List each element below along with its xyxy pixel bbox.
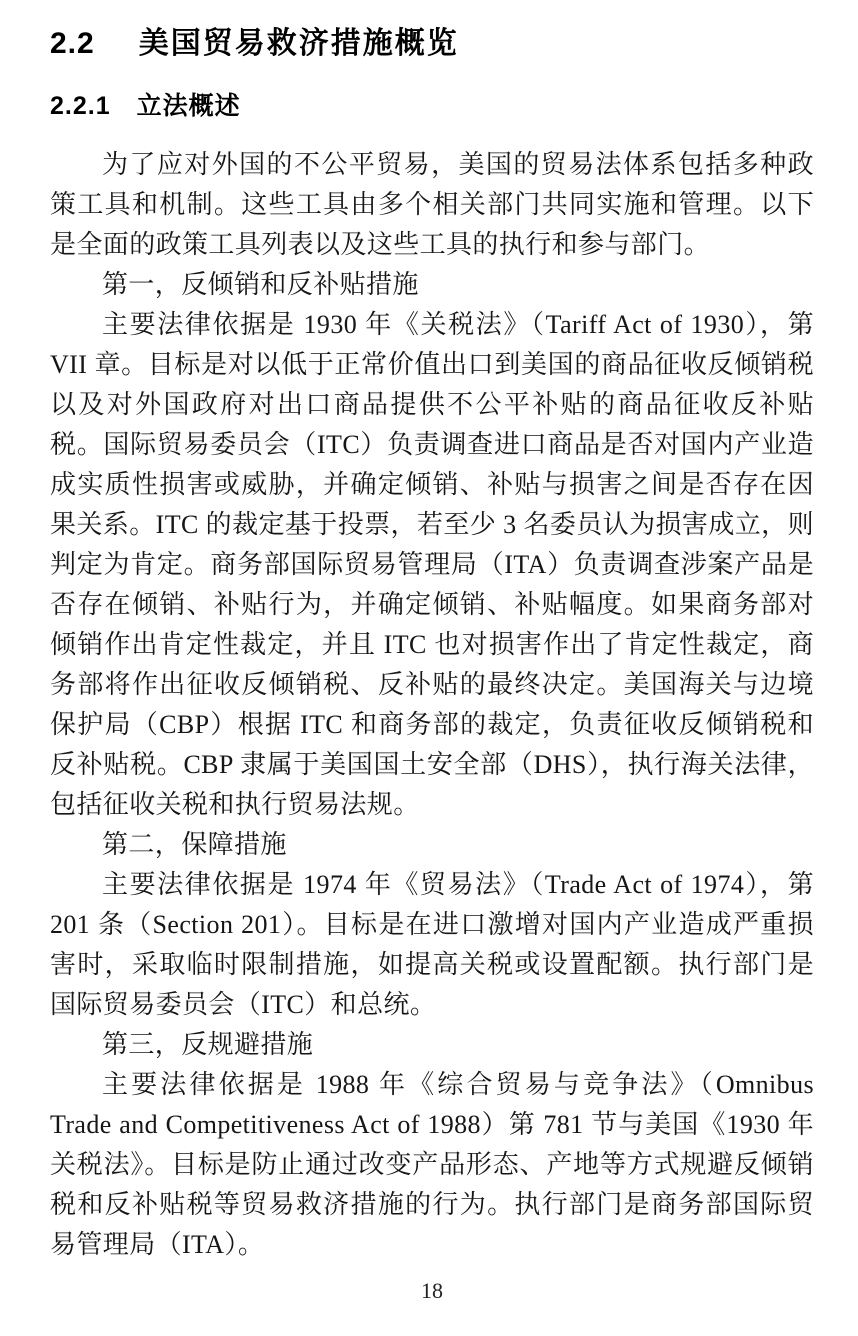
paragraph: 主要法律依据是 1974 年《贸易法》（Trade Act of 1974），第 201 条（Section 201）。目标是在进口激增对国内产业造成严重损害时，采取临时限制措施，如提高关税或设置配额。执行部门是国际贸易委员会（ITC）和总统。 xyxy=(50,870,814,1019)
page-footer xyxy=(50,1277,814,1305)
paragraph: 为了应对外国的不公平贸易，美国的贸易法体系包括多种政策工具和机制。这些工具由多个相关部门共同实施和管理。以下是全面的政策工具列表以及这些工具的执行和参与部门。 xyxy=(50,150,814,259)
paragraph: 第三，反规避措施 xyxy=(102,1030,314,1059)
section-title: 美国贸易救济措施概览 xyxy=(138,27,459,60)
page-number: 18 xyxy=(421,1278,443,1303)
paragraph: 主要法律依据是 1988 年《综合贸易与竞争法》（Omnibus Trade and Competitiveness Act of 1988）第 781 节与美国《1930 年关税法》。目标是防止通过改变产品形态、产地等方式规避反倾销税和反补贴税等贸易救济措施的行为。执行部门是商务部国际贸易管理局（ITA）。 xyxy=(50,1070,814,1259)
section-heading xyxy=(50,26,814,62)
body-text xyxy=(50,145,814,1265)
section-number: 2.2 xyxy=(50,27,95,60)
paragraph: 第二，保障措施 xyxy=(102,830,287,859)
paragraph: 第一，反倾销和反补贴措施 xyxy=(102,270,419,299)
paragraph: 主要法律依据是 1930 年《关税法》（Tariff Act of 1930），第 VII 章。目标是对以低于正常价值出口到美国的商品征收反倾销税以及对外国政府对出口商品提供不公平补贴的商品征收反补贴税。国际贸易委员会（ITC）负责调查进口商品是否对国内产业造成实质性损害或威胁，并确定倾销、补贴与损害之间是否存在因果关系。ITC 的裁定基于投票，若至少 3 名委员认为损害成立，则判定为肯定。商务部国际贸易管理局（ITA）负责调查涉案产品是否存在倾销、补贴行为，并确定倾销、补贴幅度。如果商务部对倾销作出肯定性裁定，并且 ITC 也对损害作出了肯定性裁定，商务部将作出征收反倾销税、反补贴的最终决定。美国海关与边境保护局（CBP）根据 ITC 和商务部的裁定，负责征收反倾销税和反补贴税。CBP 隶属于美国国土安全部（DHS），执行海关法律，包括征收关税和执行贸易法规。 xyxy=(50,310,814,819)
subsection-number: 2.2.1 xyxy=(50,92,111,120)
subsection-heading xyxy=(50,91,814,121)
subsection-title: 立法概述 xyxy=(136,92,241,120)
